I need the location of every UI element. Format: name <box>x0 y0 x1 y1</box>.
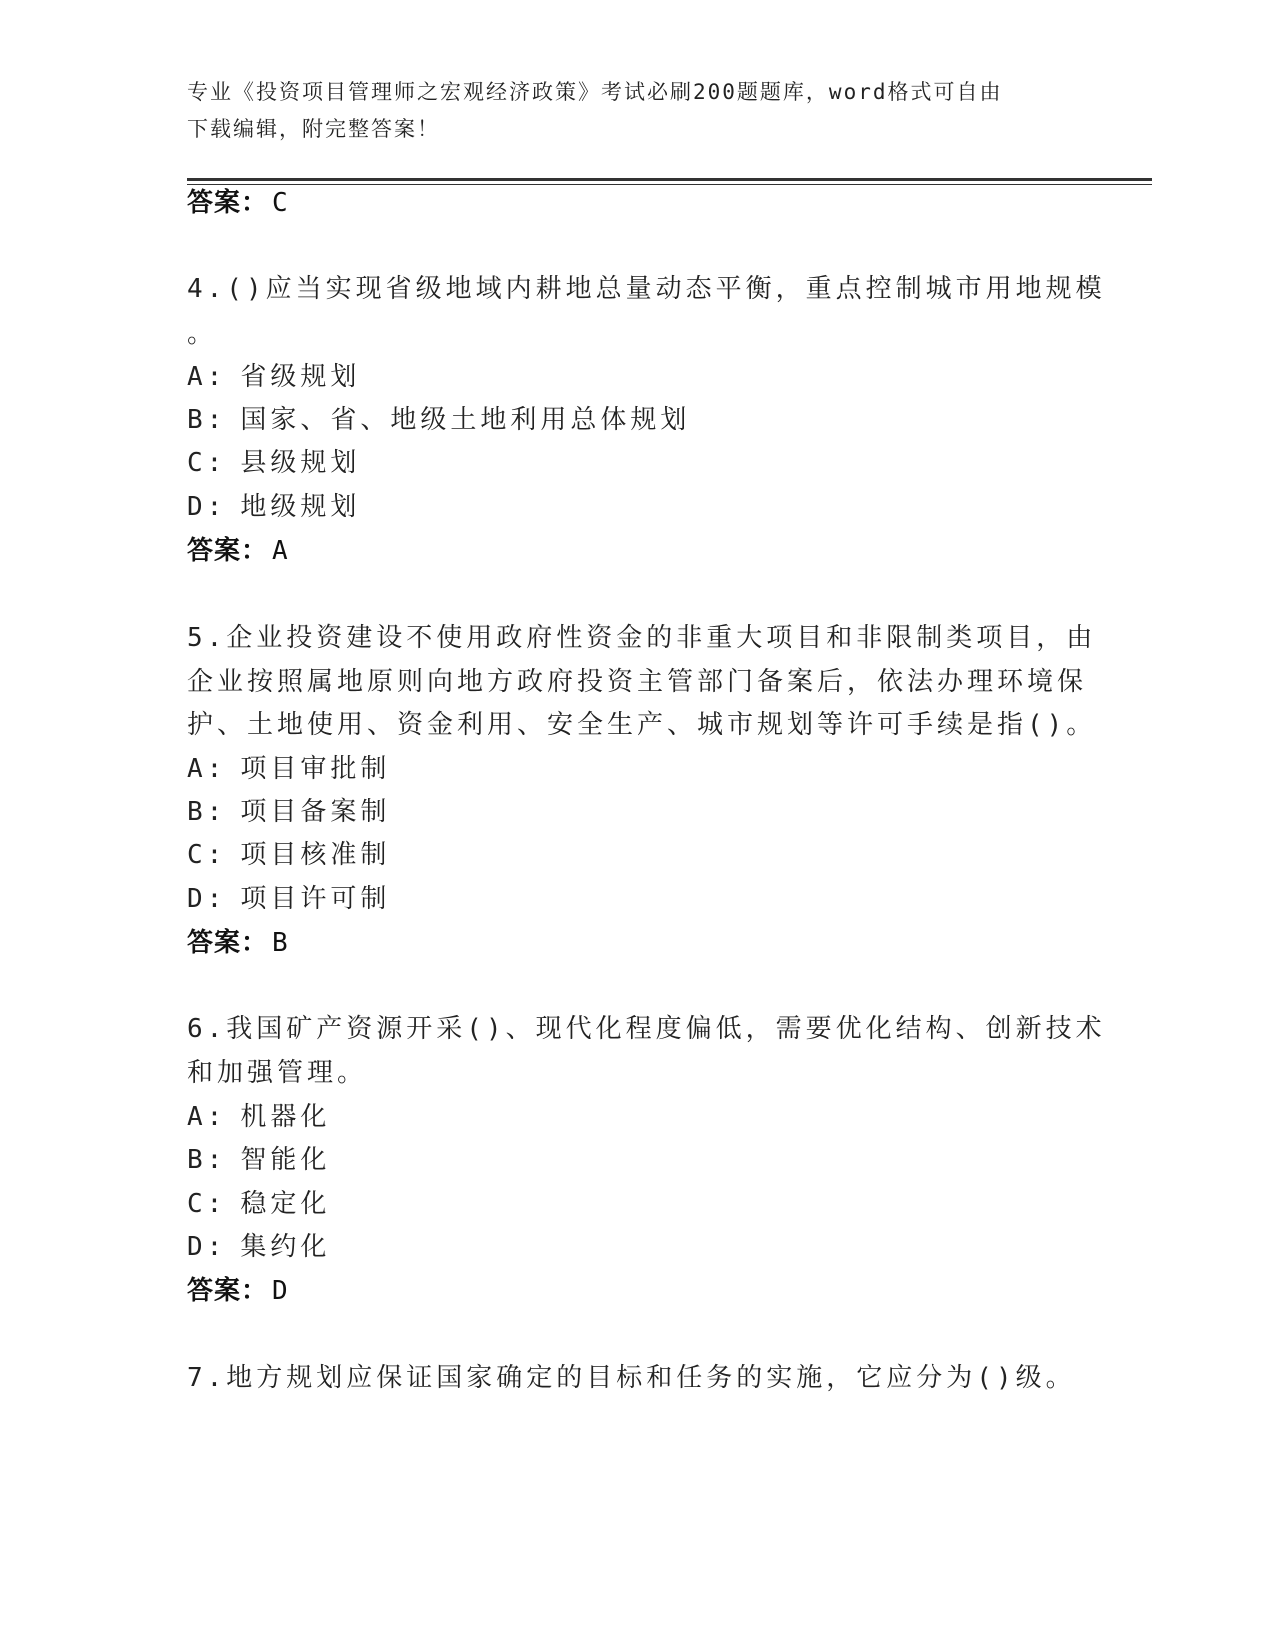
option-text: 项目备案制 <box>240 797 391 827</box>
option-key: C: <box>187 1189 227 1219</box>
option-key: A: <box>187 362 227 392</box>
header-rule-thin <box>187 184 1152 185</box>
question-stem-line: 4.()应当实现省级地域内耕地总量动态平衡，重点控制城市用地规模 <box>187 274 1106 304</box>
answer-value: C <box>272 188 289 218</box>
question-stem-line: 5.企业投资建设不使用政府性资金的非重大项目和非限制类项目，由 <box>187 623 1097 653</box>
question-stem-line: 护、土地使用、资金利用、安全生产、城市规划等许可手续是指()。 <box>187 710 1097 740</box>
option-key: A: <box>187 1102 227 1132</box>
answer-line <box>187 187 289 219</box>
option-text: 县级规划 <box>240 448 361 478</box>
option-key: B: <box>187 1145 227 1175</box>
header-rule-thick <box>187 178 1152 181</box>
answer-value: A <box>272 536 289 566</box>
option-text: 稳定化 <box>240 1189 331 1219</box>
option-key: D: <box>187 884 227 914</box>
option-key: D: <box>187 492 227 522</box>
question-stem-line: 6.我国矿产资源开采()、现代化程度偏低，需要优化结构、创新技术 <box>187 1014 1106 1044</box>
option-item <box>187 361 360 393</box>
option-text: 地级规划 <box>240 492 361 522</box>
answer-value: D <box>272 1276 289 1306</box>
option-text: 机器化 <box>240 1102 331 1132</box>
option-item <box>187 839 390 871</box>
option-text: 项目核准制 <box>240 840 391 870</box>
question-stem-line: 企业按照属地原则向地方政府投资主管部门备案后，依法办理环境保 <box>187 667 1088 697</box>
option-item <box>187 491 360 523</box>
question-stem-line: 和加强管理。 <box>187 1058 368 1088</box>
option-item <box>187 796 390 828</box>
option-item <box>187 753 390 785</box>
option-key: A: <box>187 754 227 784</box>
option-text: 集约化 <box>240 1232 331 1262</box>
option-item <box>187 1144 330 1176</box>
option-key: C: <box>187 840 227 870</box>
answer-label: 答案： <box>187 928 269 958</box>
header-line-2: 下载编辑，附完整答案！ <box>187 117 440 141</box>
answer-label: 答案： <box>187 536 269 566</box>
option-key: B: <box>187 797 227 827</box>
option-item <box>187 447 360 479</box>
option-key: D: <box>187 1232 227 1262</box>
option-text: 国家、省、地级土地利用总体规划 <box>240 405 691 435</box>
answer-label: 答案： <box>187 188 269 218</box>
header-line-1: 专业《投资项目管理师之宏观经济政策》考试必刷200题题库，word格式可自由 <box>187 80 1003 104</box>
option-item <box>187 883 390 915</box>
answer-value: B <box>272 928 289 958</box>
document-header <box>187 74 1067 148</box>
option-key: C: <box>187 448 227 478</box>
question-stem-line: 7.地方规划应保证国家确定的目标和任务的实施，它应分为()级。 <box>187 1363 1076 1393</box>
option-key: B: <box>187 405 227 435</box>
option-text: 省级规划 <box>240 362 361 392</box>
option-text: 项目审批制 <box>240 754 391 784</box>
answer-line <box>187 535 289 567</box>
answer-line <box>187 1275 289 1307</box>
option-item <box>187 404 690 436</box>
option-item <box>187 1101 330 1133</box>
option-item <box>187 1231 330 1263</box>
option-item <box>187 1188 330 1220</box>
question-stem-line: 。 <box>187 319 218 349</box>
answer-line <box>187 927 289 959</box>
option-text: 项目许可制 <box>240 884 391 914</box>
option-text: 智能化 <box>240 1145 331 1175</box>
answer-label: 答案： <box>187 1276 269 1306</box>
